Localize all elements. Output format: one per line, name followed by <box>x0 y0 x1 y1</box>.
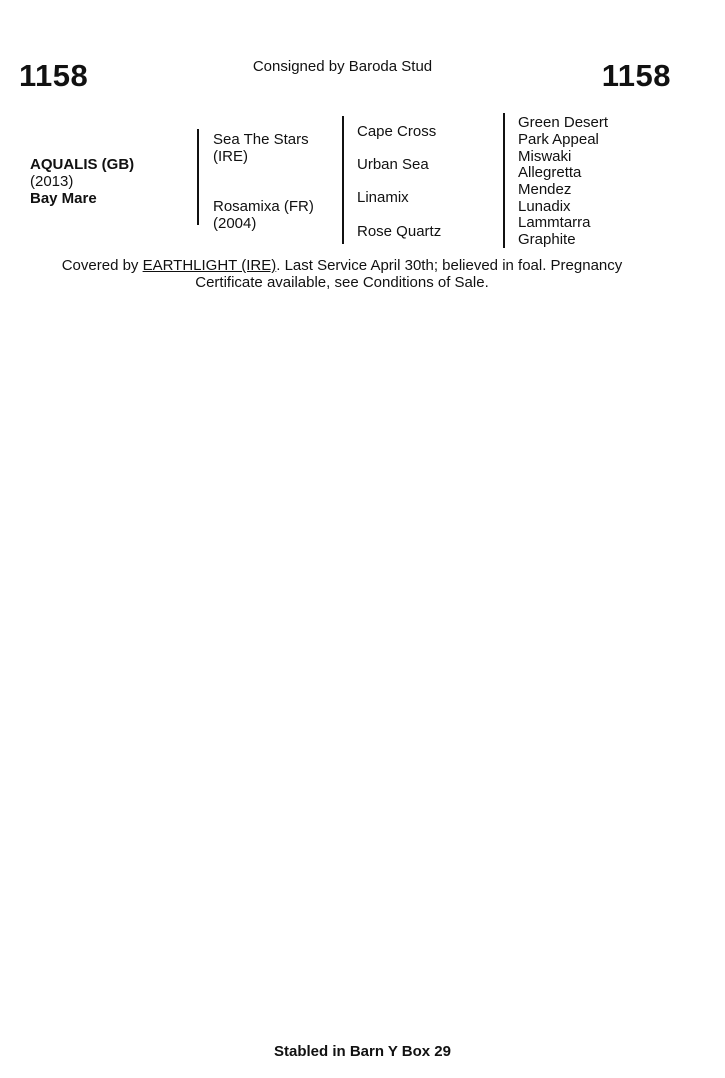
pedigree-gen4-1: Green Desert <box>518 114 609 131</box>
pedigree-gen3-2: Urban Sea <box>357 156 429 173</box>
covering-suffix: . Last Service April 30th; believed in foal. Pregnancy Certificate available, see Conditions of Sale. <box>195 257 623 291</box>
pedigree-gen4-2: Park Appeal <box>518 131 599 148</box>
pedigree-sire: Sea The Stars (IRE) <box>213 131 309 165</box>
lot-number-right: 1158 <box>601 58 671 93</box>
pedigree-gen4-7: Lammtarra <box>518 214 591 231</box>
pedigree-divider-2 <box>342 116 344 244</box>
pedigree-gen4-8: Graphite <box>518 231 576 248</box>
covering-stallion-link[interactable]: EARTHLIGHT (IRE) <box>142 257 277 274</box>
pedigree-table <box>30 113 680 250</box>
pedigree-divider-1 <box>197 129 199 225</box>
pedigree-gen4-3: Miswaki <box>518 148 572 165</box>
stabling-info: Stabled in Barn Y Box 29 <box>273 1043 451 1060</box>
horse-year: (2013) <box>30 173 74 190</box>
consignor: Consigned by Baroda Stud <box>252 58 433 75</box>
pedigree-gen4-4: Allegretta <box>518 164 582 181</box>
pedigree-gen3-4: Rose Quartz <box>357 223 442 240</box>
horse-info <box>30 156 134 207</box>
covering-prefix: Covered by <box>61 257 143 274</box>
pedigree-gen3-1: Cape Cross <box>357 123 437 140</box>
pedigree-gen4-5: Mendez <box>518 181 572 198</box>
pedigree-divider-3 <box>503 113 505 248</box>
horse-colour: Bay Mare <box>30 190 97 207</box>
covering-note <box>30 258 654 291</box>
pedigree-gen3-3: Linamix <box>357 189 409 206</box>
pedigree-gen4-6: Lunadix <box>518 198 571 215</box>
lot-number-left: 1158 <box>19 58 89 93</box>
horse-name: AQUALIS (GB) <box>30 156 135 173</box>
pedigree-dam: Rosamixa (FR) (2004) <box>213 198 314 232</box>
